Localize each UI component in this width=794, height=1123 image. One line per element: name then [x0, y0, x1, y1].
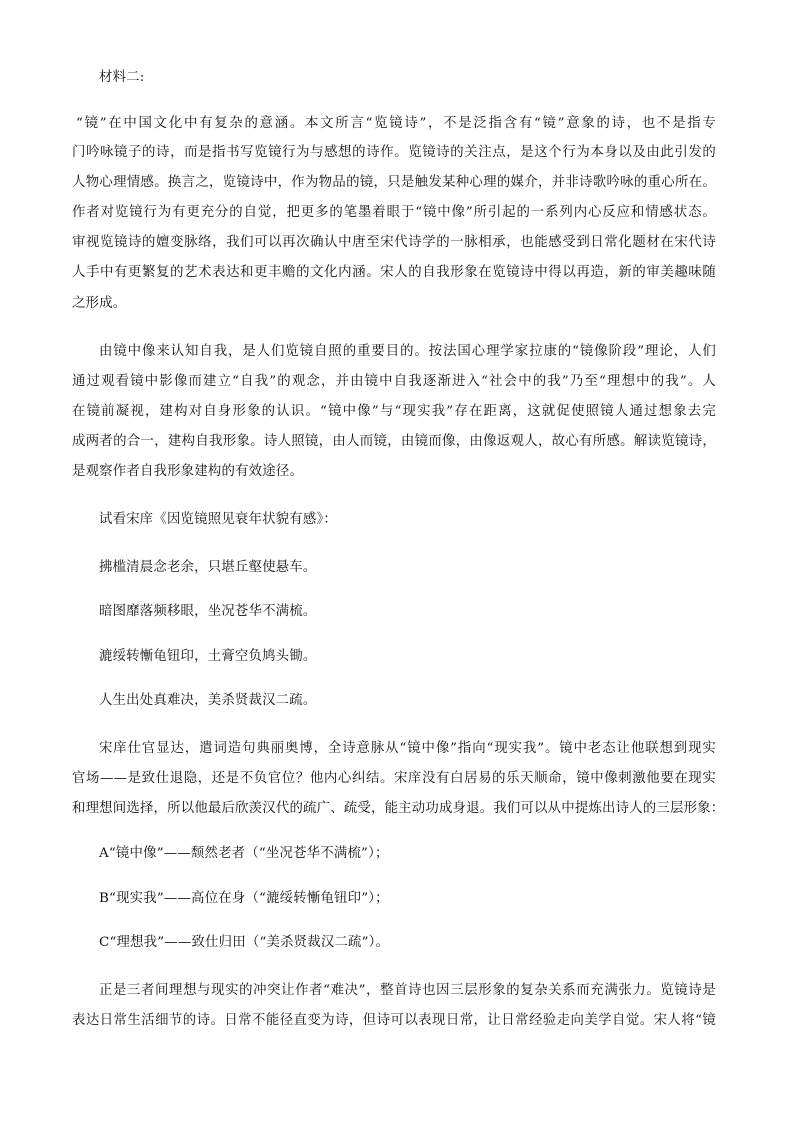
list-item: B“现实我”——高位在身（“漉绥转慚龟钮印”）；	[99, 891, 389, 906]
paragraph-line: 成两者的合一，建构自我形象。诗人照镜，由人而镜，由镜而像，由像返观人，故心有所感。解读览镜诗，	[72, 434, 716, 449]
paragraph-line: 之形成。	[72, 296, 127, 311]
paragraph-line: 是观察作者自我形象建构的有效途径。	[72, 464, 304, 479]
paragraph-line: 作者对览镜行为有更充分的自觉，把更多的笔墨着眼于“镜中像”所引起的一系列内心反应和情感状态。	[72, 205, 716, 220]
list-item: A“镜中像”——颓然老者（“坐况苍华不满梳”）；	[99, 846, 389, 861]
paragraph-line: 由镜中像来认知自我，是人们览镜自照的重要目的。按法国心理学家拉康的“镜像阶段”理论，人们	[99, 344, 716, 359]
paragraph-line: “镜”在中国文化中有复杂的意涵。本文所言“览镜诗”，不是泛指含有“镜”意象的诗，也不是指专	[76, 116, 716, 131]
paragraph-line: 门吟咏镜子的诗，而是指书写览镜行为与感想的诗作。览镜诗的关注点，是这个行为本身以及由此引发的	[72, 145, 716, 160]
paragraph-line: 审视览镜诗的嬗变脉络，我们可以再次确认中唐至宋代诗学的一脉相承，也能感受到日常化题材在宋代诗	[72, 235, 716, 250]
paragraph-line: 表达日常生活细节的诗。日常不能径直变为诗，但诗可以表现日常，让日常经验走向美学自觉。宋人将“镜	[72, 1013, 716, 1028]
poem-line: 拂槛清晨念老余，只堪丘壑使悬车。	[99, 560, 317, 575]
poem-line: 漉绥转慚龟钮印，土膏空负鸠头锄。	[99, 649, 317, 664]
poem-intro: 试看宋庠《因览镜照见衰年状貌有感》：	[99, 512, 337, 527]
paragraph-line: 人物心理情感。换言之，览镜诗中，作为物品的镜，只是触发某种心理的媒介，并非诗歌吟咏的重心所在。	[72, 175, 716, 190]
paragraph-line: 和理想间选择，所以他最后欣羡汉代的疏广、疏受，能主动功成身退。我们可以从中提炼出诗人的三层形象：	[72, 801, 725, 816]
section-heading: 材料二:	[99, 70, 145, 85]
poem-line: 暗图靡落频移眼，坐况苍华不满梳。	[99, 604, 317, 619]
poem-line: 人生出处真难决，美杀贤裁汉二疏。	[99, 693, 317, 708]
paragraph-line: 通过观看镜中影像而建立“自我”的观念，并由镜中自我逐渐进入“社会中的我”乃至“理想中的我”。人	[72, 374, 716, 389]
paragraph-line: 官场——是致仕退隐，还是不负官位？他内心纠结。宋庠没有白居易的乐天顺命，镜中像刺激他要在现实	[72, 771, 716, 786]
paragraph-line: 宋庠仕官显达，遣词造句典丽奥博，全诗意脉从“镜中像”指向“现实我”。镜中老态让他联想到现实	[99, 741, 716, 756]
paragraph-line: 人手中有更繁复的艺术表达和更丰赡的文化内涵。宋人的自我形象在览镜诗中得以再造，新的审美趣味随	[72, 265, 716, 280]
list-item: C“理想我”——致仕归田（“美杀贤裁汉二疏”）。	[99, 935, 390, 950]
paragraph-line: 正是三者间理想与现实的冲突让作者“难决”，整首诗也因三层形象的复杂关系而充满张力。览镜诗是	[99, 983, 716, 998]
paragraph-line: 在镜前凝视，建构对自身形象的认识。“镜中像”与“现实我”存在距离，这就促使照镜人通过想象去完	[72, 404, 716, 419]
